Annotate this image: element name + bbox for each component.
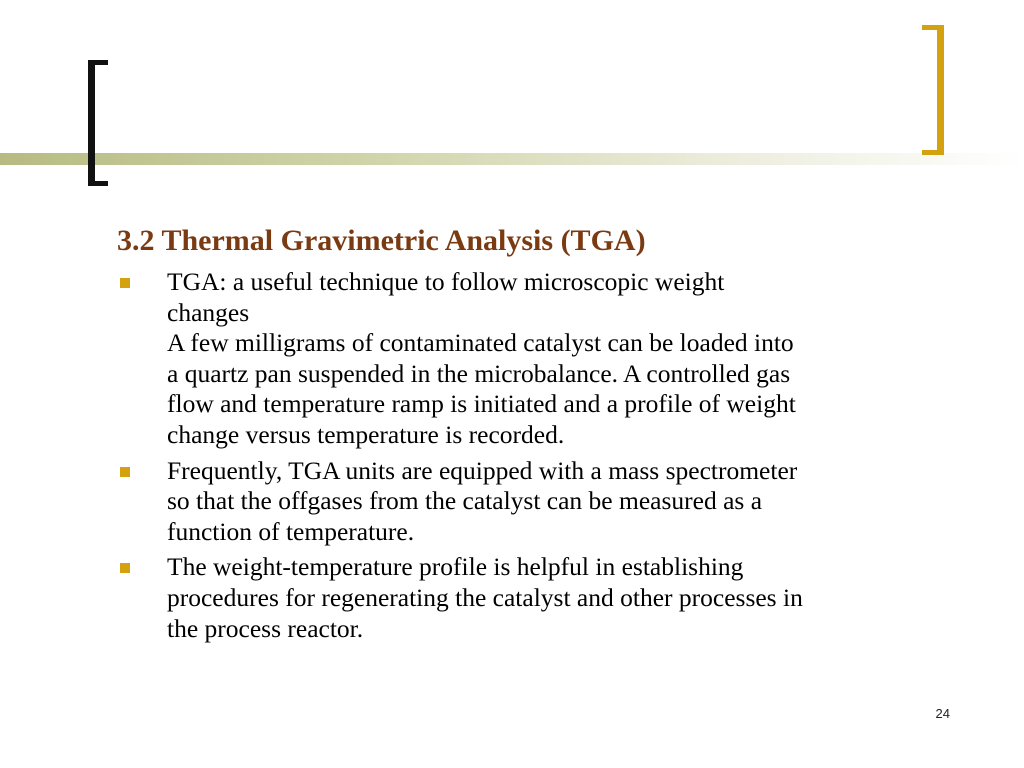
bullet-item-1 [117,267,967,451]
bullet-item-3 [117,552,967,644]
right-bracket-decoration [922,25,944,155]
bullet-line: A few milligrams of contaminated catalyst can be loaded into [167,328,794,358]
bullet-line: TGA: a useful technique to follow microscopic weight [167,267,725,296]
page-number: 24 [935,706,950,721]
square-bullet-icon [120,278,130,288]
bullet-line: The weight-temperature profile is helpful in establishing [167,552,744,582]
bullet-line: Frequently, TGA units are equipped with a mass spectrometer [167,455,798,485]
bullet-line: flow and temperature ramp is initiated and a profile of weight [167,389,796,419]
bullet-line: so that the offgases from the catalyst can be measured as a [167,486,763,516]
bullet-line: a quartz pan suspended in the microbalance. A controlled gas [167,358,791,388]
slide-title: 3.2 Thermal Gravimetric Analysis (TGA) [117,224,646,257]
bullet-line: change versus temperature is recorded. [167,419,565,449]
bullet-list [117,267,967,649]
bullet-line: function of temperature. [167,516,415,546]
decorative-band [0,153,1024,165]
bullet-line: the process reactor. [167,613,364,643]
square-bullet-icon [120,563,130,573]
bullet-line: procedures for regenerating the catalyst and other processes in [167,582,803,612]
left-bracket-decoration [88,60,108,186]
square-bullet-icon [120,467,130,477]
bullet-item-2 [117,456,967,548]
bullet-line: changes [167,297,250,327]
